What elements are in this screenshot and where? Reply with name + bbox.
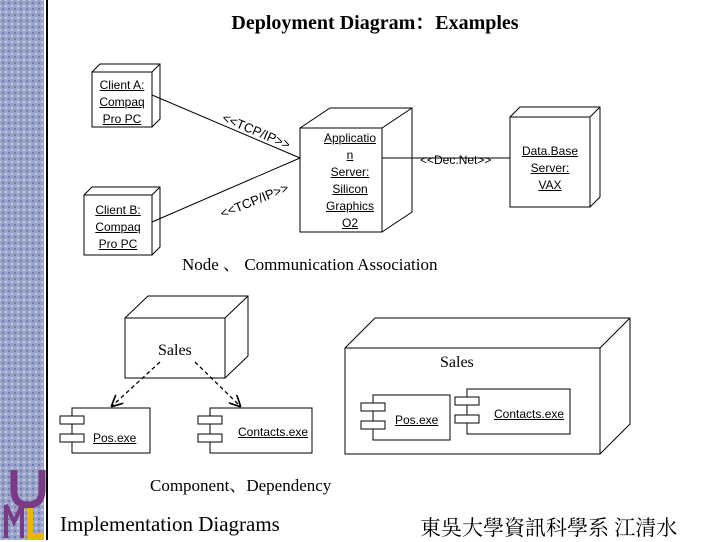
contacts-right-label: Contacts.exe xyxy=(494,407,565,421)
db-server-line-1: Data.Base xyxy=(521,144,579,158)
app-server-line-6: O2 xyxy=(341,216,358,230)
app-server-line-1: Applicatio xyxy=(323,131,377,145)
db-server-line-3: VAX xyxy=(538,178,562,192)
association-label-decnet: <<Dec.Net>> xyxy=(420,153,492,167)
db-server-label xyxy=(510,143,590,194)
client-a-label xyxy=(92,77,152,128)
client-a-line-1: Client A: xyxy=(99,78,145,92)
pos-right-label: Pos.exe xyxy=(395,413,439,427)
page-title: Deployment Diagram：Examples xyxy=(231,12,519,34)
app-server-line-5: Graphics xyxy=(325,199,375,213)
footer-department: 東吳大學資訊科學系 江清水 xyxy=(420,516,678,540)
app-server-line-2: n xyxy=(346,148,354,162)
client-b-line-1: Client B: xyxy=(95,203,141,217)
association-label-tcp-bottom: <<TCP/IP>> xyxy=(218,179,291,221)
caption-node-association: Node 、 Communication Association xyxy=(182,255,438,274)
client-b-line-3: Pro PC xyxy=(98,237,138,251)
app-server-label xyxy=(300,130,400,232)
dependency-sales-to-pos xyxy=(112,362,160,406)
app-server-line-3: Server: xyxy=(330,165,370,179)
dependency-sales-to-contacts xyxy=(195,362,240,406)
caption-component-dependency: Component、Dependency xyxy=(150,476,332,495)
sales-left-label: Sales xyxy=(158,342,192,359)
sales-right-label: Sales xyxy=(440,354,474,371)
uml-logo xyxy=(6,470,44,538)
node-sales-left xyxy=(125,296,248,378)
client-a-line-3: Pro PC xyxy=(102,112,142,126)
pos-left-label: Pos.exe xyxy=(93,431,137,445)
db-server-line-2: Server: xyxy=(530,161,570,175)
association-label-tcp-top: <<TCP/IP>> xyxy=(220,110,293,153)
app-server-line-4: Silicon xyxy=(332,182,368,196)
client-b-label xyxy=(84,202,152,253)
client-b-line-2: Compaq xyxy=(95,220,141,234)
footer-title: Implementation Diagrams xyxy=(60,512,280,536)
contacts-left-label: Contacts.exe xyxy=(238,425,309,439)
client-a-line-2: Compaq xyxy=(99,95,145,109)
